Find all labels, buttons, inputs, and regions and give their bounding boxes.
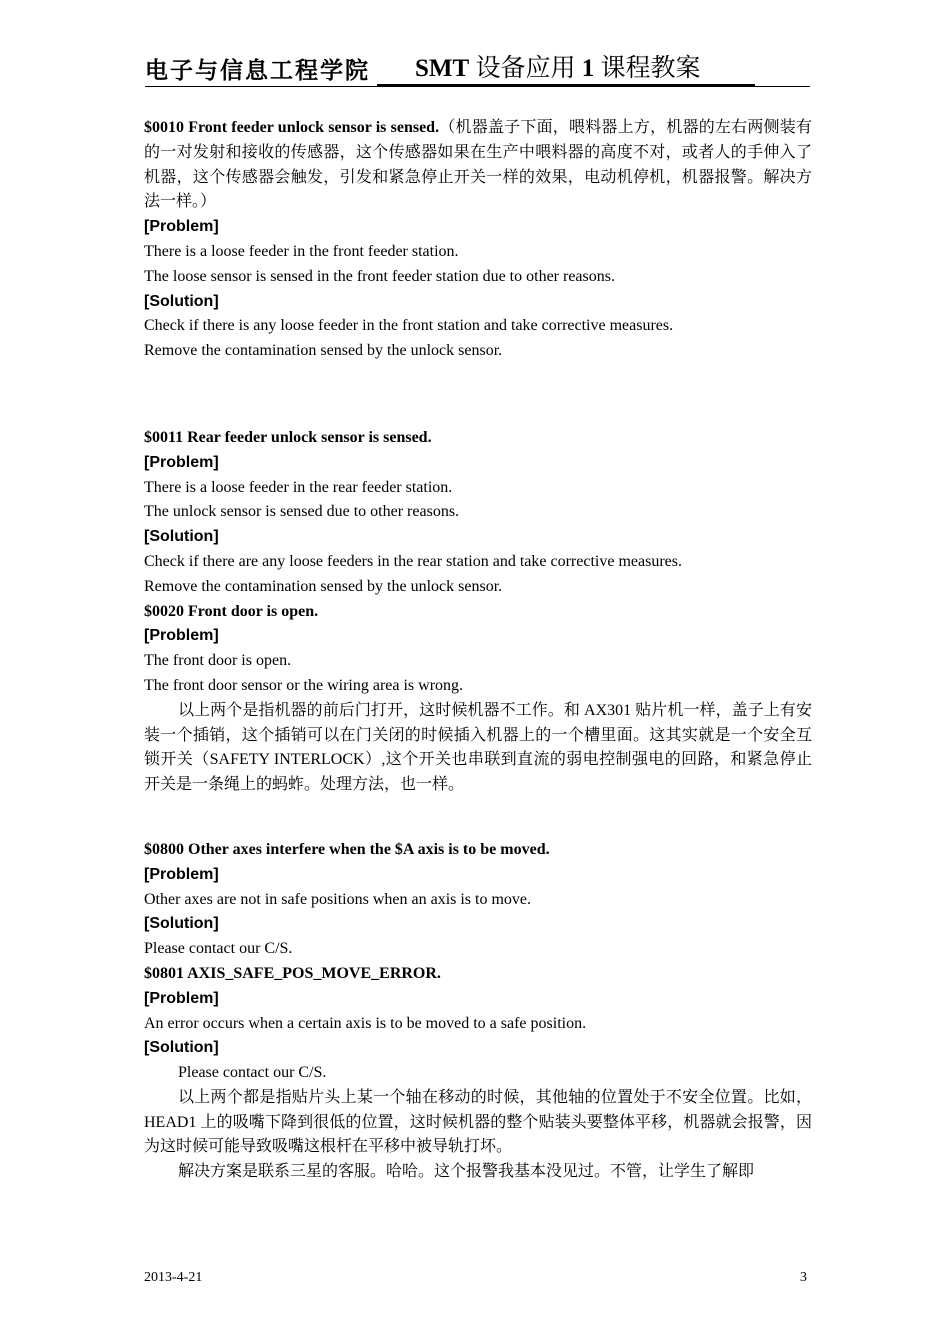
section-title: $0010 Front feeder unlock sensor is sensed. — [144, 119, 440, 136]
section-title: $0800 Other axes interfere when the $A axis is to be moved. — [144, 840, 550, 858]
page-header — [145, 48, 810, 90]
section-0010 — [144, 116, 812, 215]
solution-text: Remove the contamination sensed by the unlock sensor. — [144, 342, 503, 360]
footer-date: 2013-4-21 — [144, 1270, 203, 1285]
explanation-paragraph: 以上两个都是指贴片头上某一个轴在移动的时候，其他轴的位置处于不安全位置。比如，HEAD1 上的吸嘴下降到很低的位置，这时候机器的整个贴装头要整体平移，机器就会报警，因为这时候可能导致吸嘴这根杆在平移中被导轨打坏。 — [144, 1088, 812, 1156]
solution-label: [Solution] — [144, 1039, 219, 1057]
page-content — [144, 116, 812, 1185]
explanation-paragraph: 解决方案是联系三星的客服。哈哈。这个报警我基本没见过。不管，让学生了解即 — [178, 1163, 755, 1181]
problem-text: The loose sensor is sensed in the front feeder station due to other reasons. — [144, 267, 615, 285]
problem-label: [Problem] — [144, 627, 219, 645]
section-title: $0020 Front door is open. — [144, 602, 319, 620]
problem-text: The front door sensor or the wiring area is wrong. — [144, 676, 464, 694]
solution-text: Check if there are any loose feeders in the rear station and take corrective measures. — [144, 552, 682, 570]
section-title: $0801 AXIS_SAFE_POS_MOVE_ERROR. — [144, 964, 441, 982]
problem-text: There is a loose feeder in the rear feeder station. — [144, 478, 453, 496]
school-name: 电子与信息工程学院 — [145, 58, 370, 84]
course-title-block — [377, 48, 755, 86]
solution-text: Remove the contamination sensed by the unlock sensor. — [144, 577, 503, 595]
problem-text: The front door is open. — [144, 652, 292, 670]
problem-text: The unlock sensor is sensed due to other reasons. — [144, 503, 460, 521]
explanation-paragraph: 以上两个是指机器的前后门打开，这时候机器不工作。和 AX301 贴片机一样，盖子上有安装一个插销，这个插销可以在门关闭的时候插入机器上的一个槽里面。这其实就是一个安全互锁开关（SAFETY INTERLOCK）,这个开关也串联到直流的弱电控制强电的回路，和紧急停止开关是一条绳上的蚂蚱。处理方法，也一样。 — [144, 701, 812, 794]
section-title: $0011 Rear feeder unlock sensor is sensed. — [144, 428, 432, 446]
problem-text: Other axes are not in safe positions when an axis is to move. — [144, 890, 532, 908]
problem-label: [Problem] — [144, 453, 219, 471]
problem-label: [Problem] — [144, 865, 219, 883]
solution-label: [Solution] — [144, 528, 219, 546]
solution-text: Please contact our C/S. — [178, 1064, 327, 1082]
header-rule — [145, 86, 810, 87]
page-number: 3 — [800, 1270, 807, 1285]
course-title: SMT 设备应用 1 课程教案 — [415, 55, 701, 82]
spacer — [144, 798, 812, 838]
solution-text: Check if there is any loose feeder in the front station and take corrective measures. — [144, 317, 674, 335]
problem-text: An error occurs when a certain axis is to be moved to a safe position. — [144, 1014, 587, 1032]
spacer — [144, 364, 812, 426]
solution-text: Please contact our C/S. — [144, 940, 293, 958]
problem-label: [Problem] — [144, 218, 219, 236]
problem-label: [Problem] — [144, 989, 219, 1007]
solution-label: [Solution] — [144, 292, 219, 310]
solution-label: [Solution] — [144, 915, 219, 933]
problem-text: There is a loose feeder in the front feeder station. — [144, 242, 459, 260]
section-note: （机器盖子下面，喂料器上方，机器的左右两侧装有的一对发射和接收的传感器，这个传感器如果在生产中喂料器的高度不对，或者人的手伸入了机器，这个传感器会触发，引发和紧急停止开关一样的效果，电动机停机，机器报警。解决方法一样。） — [144, 119, 812, 211]
